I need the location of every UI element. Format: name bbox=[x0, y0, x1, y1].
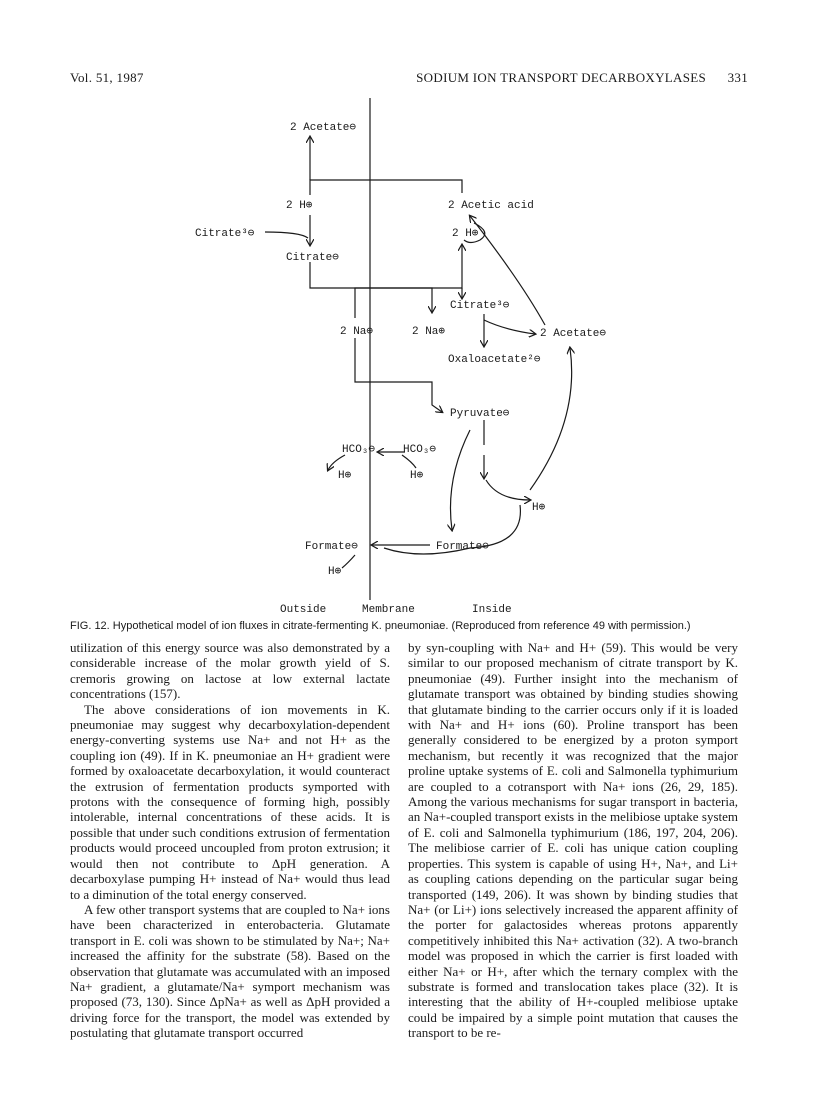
left-column bbox=[70, 640, 390, 1041]
label-h-out: 2 H⊕ bbox=[286, 200, 313, 212]
right-column bbox=[408, 640, 738, 1041]
label-outside: Outside bbox=[280, 604, 327, 616]
right-paragraph-1: by syn-coupling with Na+ and H+ (59). This would be very similar to our proposed mechanism of citrate transport by K. pneumoniae (49). Further insight into the mechanism of glutamate transport was obtained by binding studies showing that glutamate binding to the carrier occurs only if it is loaded with Na+ and H+ ions (60). Proline transport has been generally considered to be energized by a proton symport mechanism, but recently it was recognized that the major proline uptake systems of E. coli and Salmonella typhimurium are coupled to a cotransport with Na+ ions (26, 29, 185). Among the various mechanisms for sugar transport in bacteria, an Na+-coupled transport exists in the melibiose uptake system of E. coli and Salmonella typhimurium (186, 197, 204, 206). The melibiose carrier of E. coli has unique cation coupling properties. This system is capable of using H+, Na+, and Li+ as coupling cations depending on the particular sugar being transported (149, 206). It was shown by binding studies that Na+ (or Li+) ions selectively increased the apparent affinity of the porter for galactosides whereas protons apparently competitively inhibited this Na+ activation (32). A two-branch model was proposed in which the carrier is first loaded with either Na+ or H+, after which the ternary complex with the substrate is formed and translocation takes place (32). It is interesting that the ability of H+-coupled melibiose uptake could be impaired by a simple point mutation that causes the transport to be re- bbox=[408, 640, 738, 1041]
figure-caption: FIG. 12. Hypothetical model of ion fluxes in citrate-fermenting K. pneumoniae. (Reproduced from reference 49 with permission.) bbox=[70, 620, 691, 632]
running-title: SODIUM ION TRANSPORT DECARBOXYLASES bbox=[416, 70, 707, 85]
label-h-formate: H⊕ bbox=[328, 566, 342, 578]
label-acetic-acid: 2 Acetic acid bbox=[448, 200, 534, 212]
label-h-in2: H⊕ bbox=[410, 470, 424, 482]
page-number: 331 bbox=[727, 70, 748, 85]
hco3-in-to-h bbox=[402, 455, 416, 468]
label-formate-in: Formate⊖ bbox=[436, 541, 489, 553]
left-paragraph-3: A few other transport systems that are coupled to Na+ ions have been characterized in enterobacteria. Glutamate transport in E. coli was shown to be stimulated by Na+; Na+ increased the affinity for the substrate (58). Based on the observation that glutamate was accumulated with an imposed Na+ gradient, a glutamate/Na+ symport mechanism was proposed (73, 130). Since ΔpNa+ as well as ΔpH provided a driving force for the transport, the model was extended by postulating that glutamate transport occurred bbox=[70, 901, 390, 1041]
arrow-to-acetate-right bbox=[484, 320, 535, 334]
label-hco3-out: HCO₃⊖ bbox=[342, 444, 376, 456]
label-h-out2: H⊕ bbox=[338, 470, 352, 482]
arrow-citrate3-join bbox=[265, 232, 308, 238]
label-acetate-top: 2 Acetate⊖ bbox=[290, 122, 357, 134]
arrow-to-h-right bbox=[486, 480, 530, 500]
label-acetate-right: 2 Acetate⊖ bbox=[540, 328, 607, 340]
label-h-right: H⊕ bbox=[532, 502, 546, 514]
arrow-h-out2 bbox=[328, 455, 345, 470]
label-formate-out: Formate⊖ bbox=[305, 541, 358, 553]
label-membrane: Membrane bbox=[362, 604, 415, 616]
top-loop-upper bbox=[310, 180, 462, 195]
label-citrate3-out: Citrate³⊖ bbox=[195, 228, 255, 240]
label-na-in: 2 Na⊕ bbox=[412, 326, 446, 338]
na-loop-upper bbox=[355, 288, 432, 318]
label-oxaloacetate: Oxaloacetate²⊖ bbox=[448, 354, 541, 366]
label-h-in: 2 H⊕ bbox=[452, 228, 479, 240]
label-inside: Inside bbox=[472, 604, 512, 616]
label-citrate3-in: Citrate³⊖ bbox=[450, 300, 510, 312]
na-loop-lower bbox=[355, 338, 442, 412]
arrow-to-formate-in bbox=[450, 430, 470, 530]
label-pyruvate: Pyruvate⊖ bbox=[450, 408, 510, 420]
label-hco3-in: HCO₃⊖ bbox=[403, 444, 437, 456]
left-paragraph-2: The above considerations of ion movements in K. pneumoniae may suggest why decarboxylation-dependent energy-converting systems use Na+ and not H+ as the coupling ion (49). If in K. pneumoniae an H+ gradient were formed by oxaloacetate decarboxylation, it would counteract the extrusion of fermentation products symported with protons with the consequence of forming high, possibly intolerable, internal concentrations of these acids. It is possible that under such conditions extrusion of fermentation products would proceed uncoupled from proton extrusion; it would then not contribute to ΔpH generation. A decarboxylase pumping H+ instead of Na+ would thus lead to a diminution of the total energy conserved. bbox=[70, 701, 390, 902]
label-na-out: 2 Na⊕ bbox=[340, 326, 374, 338]
formate-h-link bbox=[342, 555, 355, 568]
left-paragraph-1: utilization of this energy source was also demonstrated by a considerable increase of the molar growth yield of S. cremoris growing on lactose at low external lactate concentrations (157). bbox=[70, 640, 390, 702]
label-citrate-out: Citrate⊖ bbox=[286, 252, 339, 264]
journal-volume: Vol. 51, 1987 bbox=[70, 70, 144, 85]
arrow-to-acetate-from-h bbox=[530, 348, 572, 490]
